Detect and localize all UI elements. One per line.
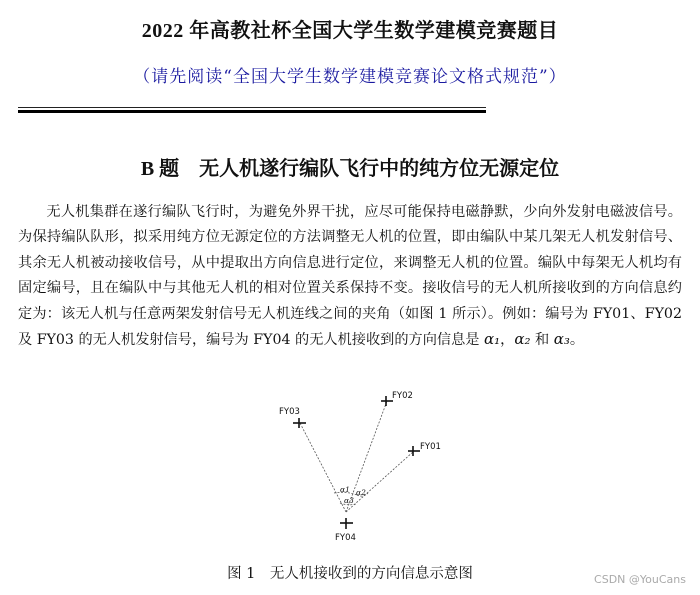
figure-caption: 图 1 无人机接收到的方向信息示意图 (227, 566, 473, 582)
line-fy04-fy01 (346, 451, 414, 512)
label-alpha2: α2 (356, 488, 366, 497)
paragraph-end: 。 (569, 332, 585, 349)
figure-1-diagram (260, 375, 460, 545)
header-rule-thin (18, 107, 486, 108)
watermark: CSDN @YouCans (594, 573, 686, 586)
paragraph-text: 无人机集群在遂行编队飞行时，为避免外界干扰，应尽可能保持电磁静默，少向外发射电磁波信号。为保持编队队形，拟采用纯方位无源定位的方法调整无人机的位置，即由编队中某几架无人机发射信号、其余无人机被动接收信号，从中提取出方向信息进行定位，来调整无人机的位置。编队中每架无人机均有固定编号，且在编队中与其他无人机的相对位置关系保持不变。接收信号的无人机所接收到的方向信息约定为：该无人机与任意两架发射信号无人机连线之间的夹角（如图 1 所示）。例如：编号为 FY01、FY02 及 FY03 的无人机发射信号，编号为 FY04 的无人机接收到的方向信息是 (18, 204, 682, 349)
separator: ， (500, 332, 515, 349)
label-fy04: FY04 (335, 533, 356, 543)
alpha-2: α₂ (514, 330, 531, 349)
format-notice: （请先阅读“全国大学生数学建模竞赛论文格式规范”） (133, 67, 567, 87)
paragraph (18, 200, 682, 353)
drone-fy03-icon (293, 418, 306, 428)
label-alpha3: α3 (344, 496, 354, 505)
alpha-3: α₃ (553, 330, 570, 349)
label-fy01: FY01 (420, 442, 441, 452)
label-fy03: FY03 (279, 407, 300, 417)
alpha-1: α₁ (483, 330, 501, 349)
separator: 和 (530, 332, 554, 349)
label-alpha1: α1 (340, 485, 350, 494)
label-fy02: FY02 (392, 391, 413, 401)
contest-title: 2022 年高教社杯全国大学生数学建模竞赛题目 (141, 20, 559, 42)
header-rule-thick (18, 110, 486, 113)
problem-description (18, 200, 682, 353)
line-fy04-fy03 (300, 423, 346, 512)
problem-title: B 题 无人机遂行编队飞行中的纯方位无源定位 (140, 158, 560, 180)
drone-fy04-icon (340, 518, 353, 529)
